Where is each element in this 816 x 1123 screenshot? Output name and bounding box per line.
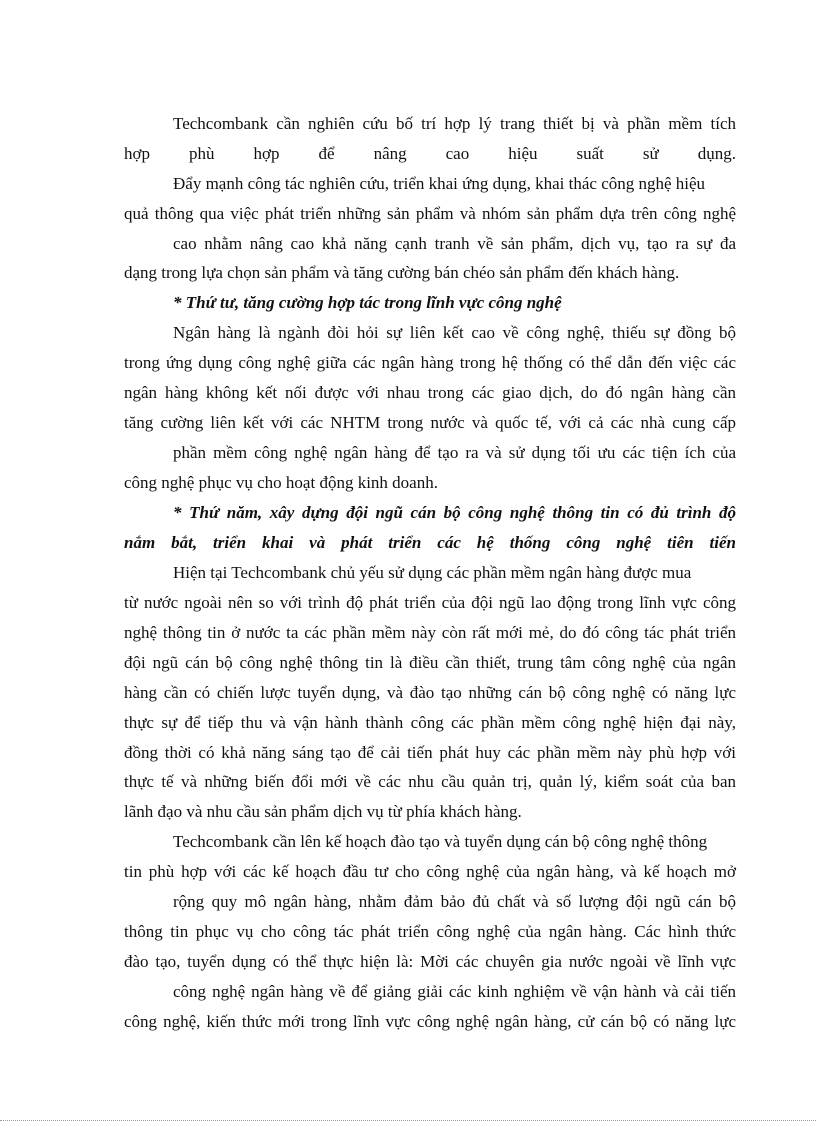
text-line: lãnh đạo và nhu cầu sản phẩm dịch vụ từ phía khách hàng.: [124, 802, 522, 821]
section-heading: nắm bắt, triển khai và phát triển các hệ thống công nghệ tiên tiến: [124, 533, 736, 552]
text-line: Techcombank cần lên kế hoạch đào tạo và tuyển dụng cán bộ công nghệ thông: [173, 832, 708, 851]
text-line: dạng trong lựa chọn sản phẩm và tăng cường bán chéo sản phẩm đến khách hàng.: [124, 263, 680, 282]
text-line: công nghệ, kiến thức mới trong lĩnh vực công nghệ ngân hàng, cử cán bộ có năng lực: [124, 1012, 736, 1031]
text-line: quả thông qua việc phát triển những sản phẩm và nhóm sản phẩm dựa trên công nghệ: [124, 204, 736, 223]
text-line: Hiện tại Techcombank chủ yếu sử dụng các phần mềm ngân hàng được mua: [173, 563, 692, 582]
text-line: tăng cường liên kết với các NHTM trong nước và quốc tế, với cả các nhà cung cấp: [124, 413, 736, 432]
text-line: cao nhằm nâng cao khả năng cạnh tranh về sản phẩm, dịch vụ, tạo ra sự đa: [173, 234, 736, 253]
text-line: hợp phù hợp để nâng cao hiệu suất sử dụng.: [124, 144, 736, 163]
text-line: phần mềm công nghệ ngân hàng để tạo ra và sử dụng tối ưu các tiện ích của: [173, 443, 736, 462]
section-heading: * Thứ tư, tăng cường hợp tác trong lĩnh vực công nghệ: [173, 293, 562, 312]
text-line: từ nước ngoài nên so với trình độ phát triển của đội ngũ lao động trong lĩnh vực công: [124, 593, 736, 612]
text-line: nghệ thông tin ở nước ta các phần mềm này còn rất mới mẻ, do đó công tác phát triển: [124, 623, 736, 642]
page-bottom-divider: [0, 1120, 816, 1121]
text-line: tin phù hợp với các kế hoạch đầu tư cho công nghệ của ngân hàng, và kế hoạch mở: [124, 862, 736, 881]
text-line: đồng thời có khả năng sáng tạo để cải tiến phát huy các phần mềm này phù hợp với: [124, 743, 736, 762]
text-line: công nghệ ngân hàng về để giảng giải các kinh nghiệm về vận hành và cải tiến: [173, 982, 736, 1001]
text-line: đội ngũ cán bộ công nghệ thông tin là điều cần thiết, trung tâm công nghệ của ngân: [124, 653, 736, 672]
text-line: thực sự để tiếp thu và vận hành thành công các phần mềm công nghệ hiện đại này,: [124, 713, 736, 732]
text-line: rộng quy mô ngân hàng, nhằm đảm bảo đủ chất và số lượng đội ngũ cán bộ: [173, 892, 736, 911]
text-line: đào tạo, tuyển dụng có thể thực hiện là: Mời các chuyên gia nước ngoài về lĩnh vực: [124, 952, 736, 971]
text-line: Đẩy mạnh công tác nghiên cứu, triển khai ứng dụng, khai thác công nghệ hiệu: [173, 174, 706, 193]
text-line: Techcombank cần nghiên cứu bố trí hợp lý trang thiết bị và phần mềm tích: [173, 114, 736, 133]
text-line: Ngân hàng là ngành đòi hỏi sự liên kết cao về công nghệ, thiếu sự đồng bộ: [173, 323, 736, 342]
text-line: thông tin phục vụ cho công tác phát triển công nghệ của ngân hàng. Các hình thức: [124, 922, 736, 941]
text-line: hàng cần có chiến lược tuyển dụng, và đào tạo những cán bộ công nghệ có năng lực: [124, 683, 736, 702]
section-heading: * Thứ năm, xây dựng đội ngũ cán bộ công nghệ thông tin có đủ trình độ: [173, 503, 736, 522]
text-line: thực tế và những biến đổi mới về các nhu cầu quản trị, quản lý, kiểm soát của ban: [124, 772, 736, 791]
text-line: trong ứng dụng công nghệ giữa các ngân hàng trong hệ thống có thể dẫn đến việc các: [124, 353, 736, 372]
text-line: ngân hàng không kết nối được với nhau trong các giao dịch, do đó ngân hàng cần: [124, 383, 736, 402]
text-line: công nghệ phục vụ cho hoạt động kinh doanh.: [124, 473, 438, 492]
